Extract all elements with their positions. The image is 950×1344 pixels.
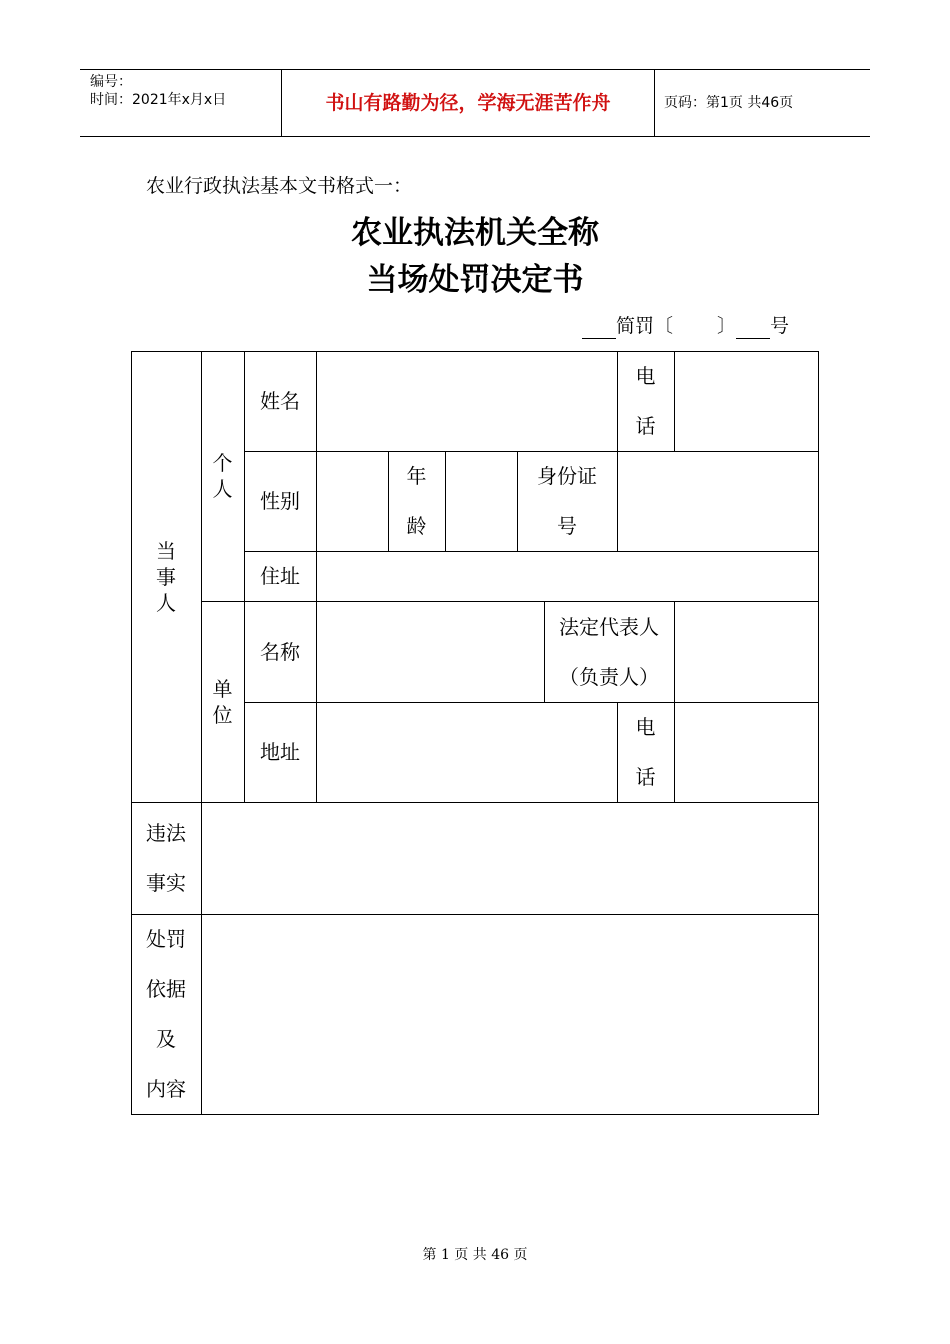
header-motto: 书山有路勤为径，学海无涯苦作舟 (325, 92, 611, 114)
individual-label: 个 人 (212, 451, 233, 501)
header-top-rule (80, 69, 870, 70)
intro-text: 农业行政执法基本文书格式一： (146, 175, 413, 197)
org-phone-label: 电 话 (635, 715, 656, 789)
doc-number-label: 简罚〔 (616, 315, 674, 337)
gender-label: 性别 (260, 489, 300, 513)
doc-number-close: 〕 (717, 315, 737, 337)
address-field[interactable] (316, 551, 818, 601)
violation-label: 违法 事实 (146, 821, 186, 895)
gender-field[interactable] (316, 451, 388, 551)
doc-serial-blank[interactable] (736, 318, 770, 339)
age-field[interactable] (445, 451, 517, 551)
legal-rep-field[interactable] (674, 601, 818, 702)
legal-rep-label: 法定代表人 （负责人） (559, 614, 659, 689)
phone-label: 电 话 (635, 364, 656, 438)
date-label: 时间：2021年x月x日 (90, 92, 227, 108)
page-info: 页码：第1页 共46页 (664, 95, 794, 111)
org-name-field[interactable] (316, 601, 544, 702)
header-divider-right (654, 69, 655, 136)
title-agency: 农业执法机关全称 (351, 215, 599, 251)
phone-field[interactable] (674, 351, 818, 451)
age-label: 年 龄 (406, 464, 427, 538)
violation-field[interactable] (201, 802, 818, 914)
name-field[interactable] (316, 351, 617, 451)
grid-line (131, 1114, 819, 1115)
page-footer: 第 1 页 共 46 页 (422, 1247, 528, 1263)
org-address-field[interactable] (316, 702, 617, 802)
name-label: 姓名 (260, 389, 300, 413)
header-bottom-rule (80, 136, 870, 137)
id-label: 身份证 号 (537, 464, 597, 538)
org-phone-field[interactable] (674, 702, 818, 802)
basis-field[interactable] (201, 914, 818, 1114)
doc-number-suffix: 号 (770, 315, 790, 337)
address-label: 住址 (260, 564, 300, 588)
document-number (582, 313, 789, 339)
title-document: 当场处罚决定书 (366, 262, 584, 298)
grid-line (818, 351, 819, 1115)
org-name-label: 名称 (260, 639, 300, 664)
basis-label: 处罚 依据 及 内容 (146, 927, 186, 1101)
doc-prefix-blank[interactable] (582, 318, 616, 339)
serial-label: 编号： (90, 74, 132, 90)
party-label: 当 事 人 (156, 538, 176, 615)
id-field[interactable] (617, 451, 818, 551)
unit-label: 单 位 (212, 676, 233, 727)
org-address-label: 地址 (260, 740, 300, 764)
